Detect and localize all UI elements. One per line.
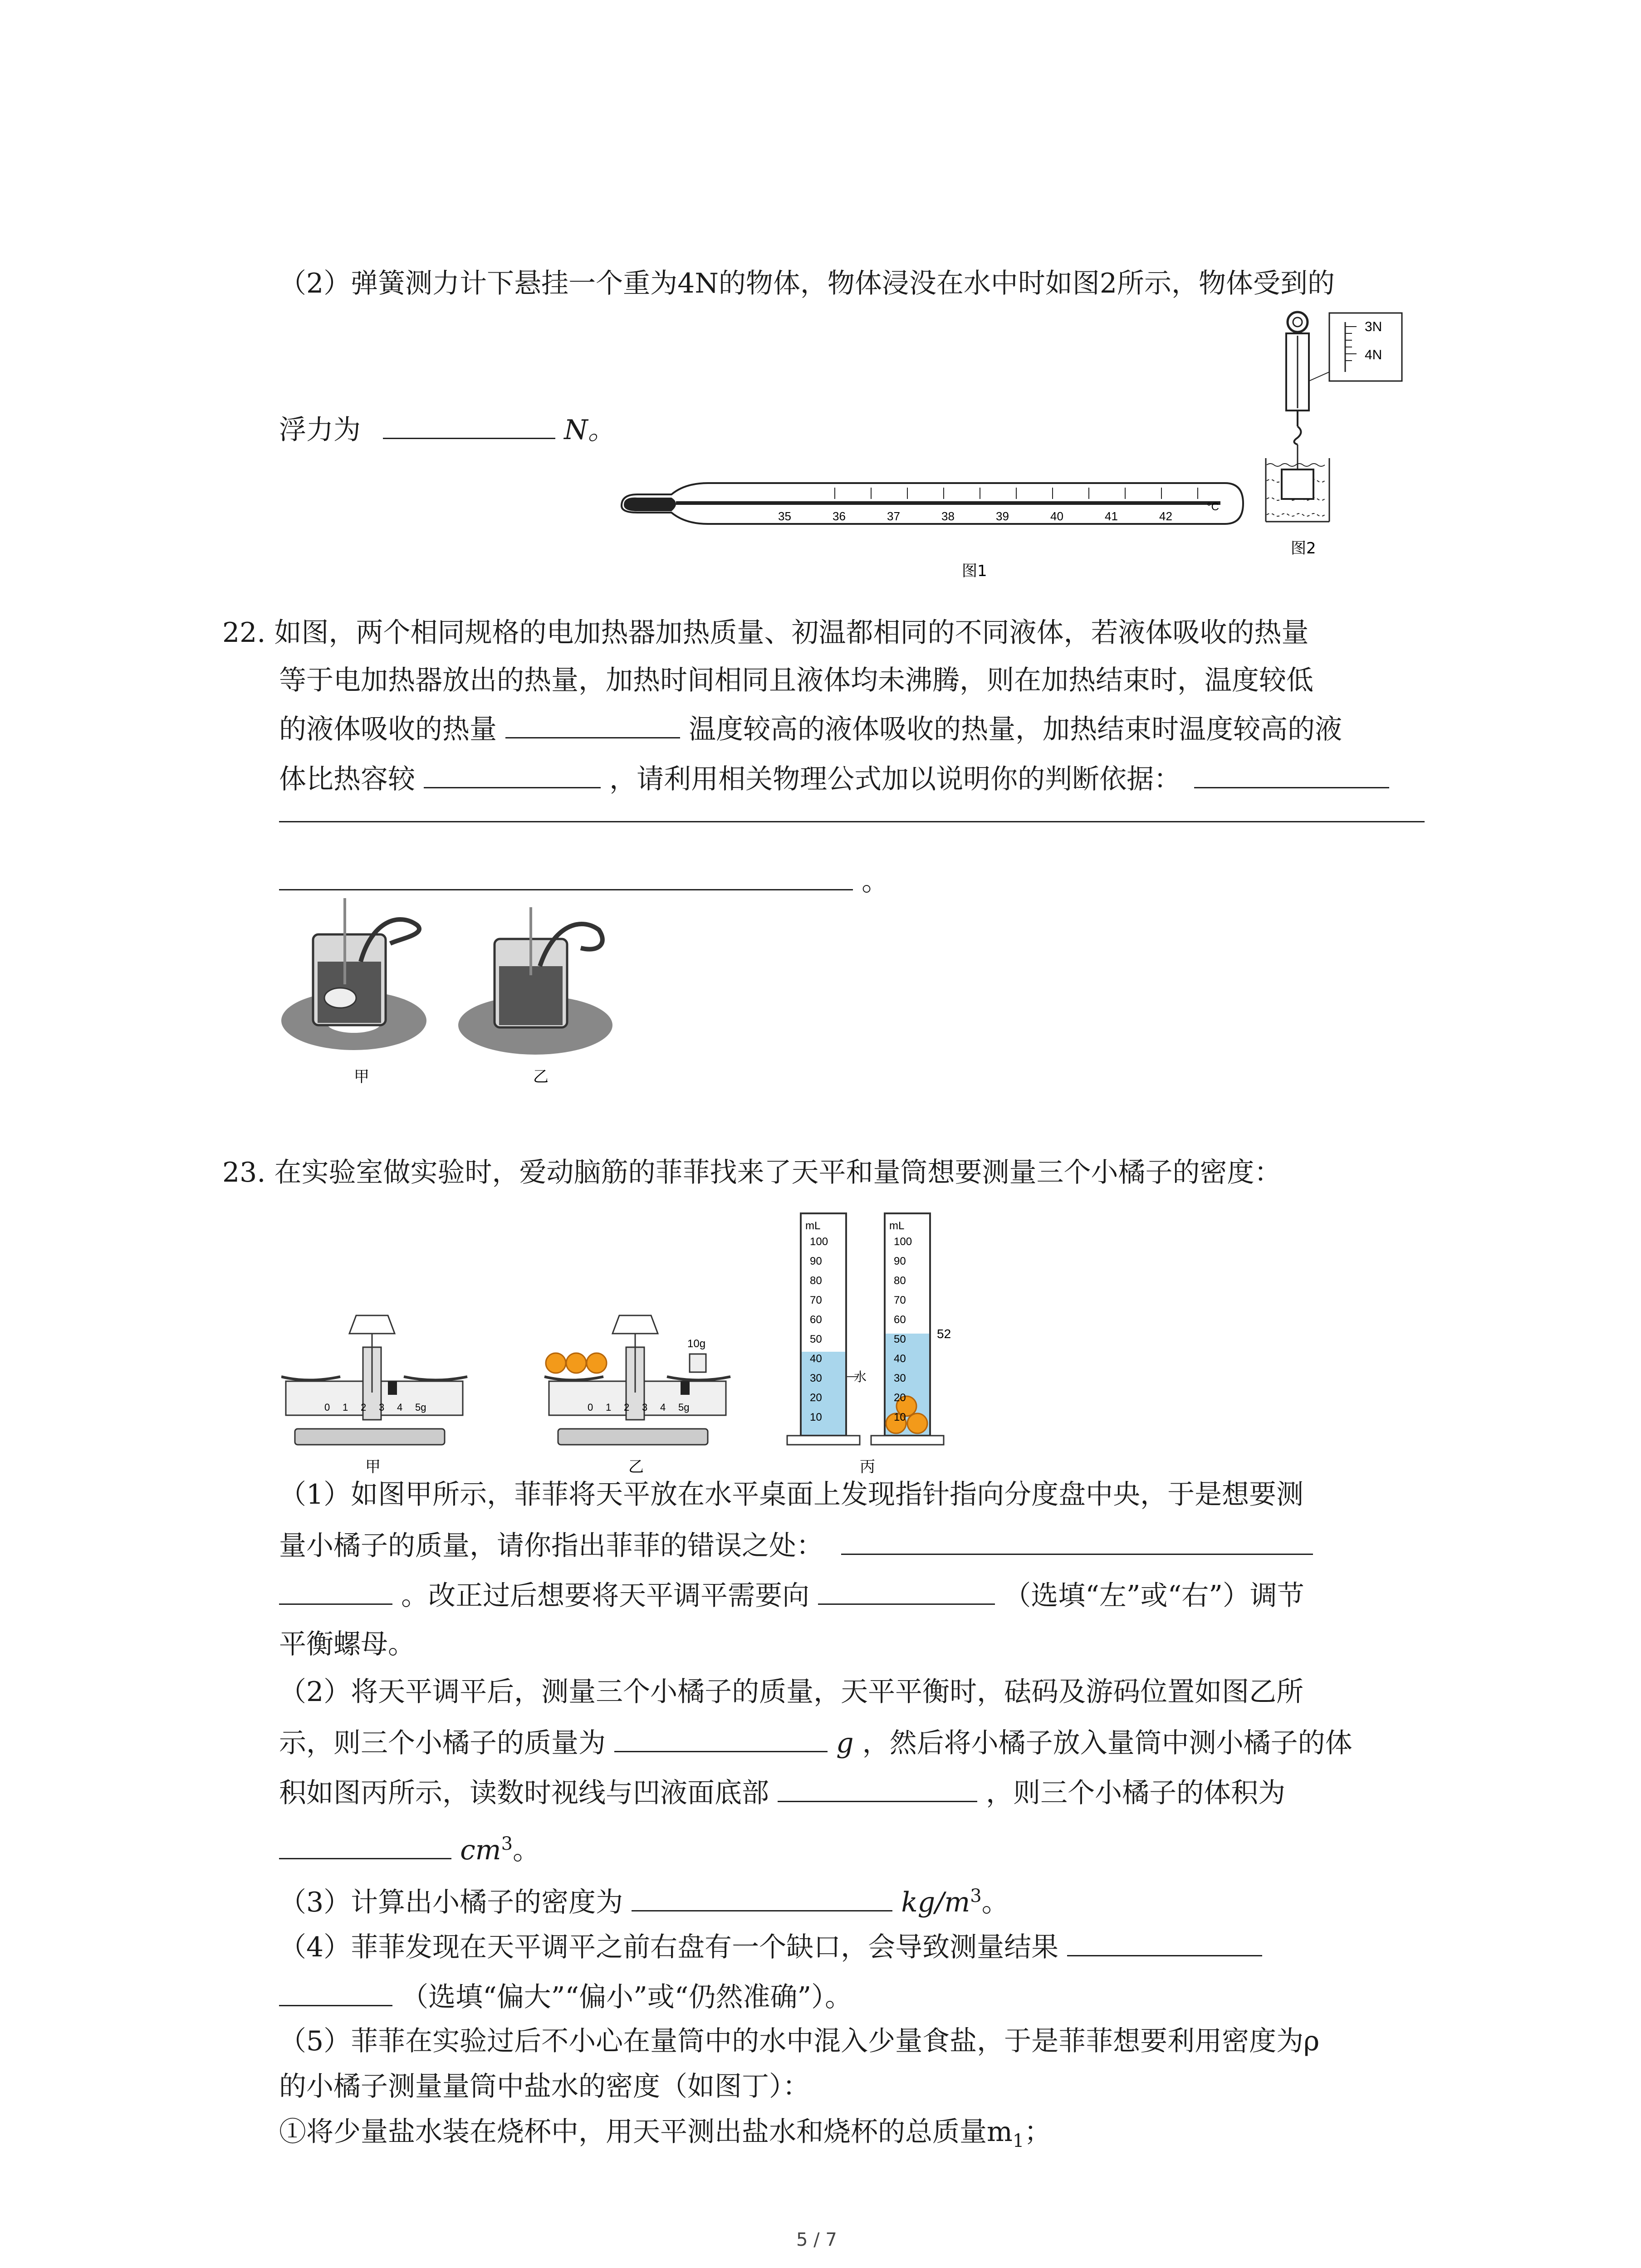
cyl2-20: 20 xyxy=(894,1392,906,1404)
q23-p4-line2 xyxy=(279,1978,852,2015)
beam-4-yi: 4 xyxy=(660,1402,666,1413)
q23-fig-label-bing: 丙 xyxy=(860,1458,875,1476)
fig1-caption: 图1 xyxy=(962,562,987,580)
thermo-tick-42: 42 xyxy=(1159,509,1172,523)
q22-reason-blank-2[interactable] xyxy=(279,821,1425,822)
q21-unit: N。 xyxy=(564,414,615,446)
cyl2-30: 30 xyxy=(894,1372,906,1384)
q23-p2-line1: （2）将天平调平后，测量三个小橘子的质量，天平平衡时，砝码及游码位置如图乙所 xyxy=(279,1676,1304,1708)
cyl1-100: 100 xyxy=(810,1236,828,1248)
q22-heat-compare-blank[interactable] xyxy=(505,710,680,738)
beam-1-jia: 1 xyxy=(343,1402,348,1413)
thermometer-ticks xyxy=(835,488,1198,499)
q22-line1: 22. 如图，两个相同规格的电加热器加热质量、初温都相同的不同液体，若液体吸收的热量 xyxy=(222,617,1309,649)
q23-p5-line1: （5）菲菲在实验过后不小心在量筒中的水中混入少量食盐，于是菲菲想要利用密度为ρ xyxy=(279,2025,1320,2057)
q23-p1-line4: 平衡螺母。 xyxy=(279,1628,415,1660)
cyl2-60: 60 xyxy=(894,1314,906,1326)
q23-p5-line3 xyxy=(279,2114,1051,2159)
cyl1-10: 10 xyxy=(810,1411,822,1423)
q23-mass-blank[interactable] xyxy=(614,1724,828,1752)
beam-3-yi: 3 xyxy=(642,1402,648,1413)
cylinder-oranges xyxy=(871,1213,944,1445)
beam-2-yi: 2 xyxy=(624,1402,630,1413)
q23-mass-unit: g xyxy=(836,1727,854,1759)
q22-specific-heat-blank[interactable] xyxy=(424,760,601,788)
q23-effect-blank-1[interactable] xyxy=(1067,1928,1262,1956)
q23-p5-line3-end: ； xyxy=(1024,2116,1052,2148)
q23-p2-line2-pre: 示，则三个小橘子的质量为 xyxy=(279,1727,606,1759)
cyl2-unit: mL xyxy=(889,1220,905,1232)
cyl1-90: 90 xyxy=(810,1255,822,1267)
q22-line6-end: 。 xyxy=(862,865,889,897)
q23-density-unit-sup: 3 xyxy=(970,1886,982,1906)
weight-10g xyxy=(690,1354,706,1372)
q23-p1-line3 xyxy=(279,1576,1304,1614)
cyl1-30: 30 xyxy=(810,1372,822,1384)
q23-volume-unit-sup: 3 xyxy=(501,1833,513,1854)
q23-p1-line2 xyxy=(279,1526,1313,1564)
thermo-unit: °C xyxy=(1207,501,1219,513)
q23-error-blank-2[interactable] xyxy=(279,1576,392,1605)
q23-p1-line2-text: 量小橘子的质量，请你指出菲菲的错误之处： xyxy=(279,1530,823,1562)
cyl1-60: 60 xyxy=(810,1314,822,1326)
balance-cylinder-figure xyxy=(281,1198,998,1479)
q23-p1-line3-mid: 。改正过后想要将天平调平需要向 xyxy=(401,1580,810,1612)
q22-fig-label-yi: 乙 xyxy=(533,1068,549,1086)
q23-volume-blank[interactable] xyxy=(279,1831,451,1859)
q23-p4-line2-text: （选填“偏大”“偏小”或“仍然准确”）。 xyxy=(401,1981,852,2013)
q23-intro: 23. 在实验室做实验时，爱动脑筋的菲菲找来了天平和量筒想要测量三个小橘子的密度： xyxy=(222,1157,1282,1188)
orange-2 xyxy=(566,1353,586,1373)
cyl2-100: 100 xyxy=(894,1236,912,1248)
q23-p3-end: 。 xyxy=(981,1887,1009,1918)
q23-reading-blank[interactable] xyxy=(778,1774,977,1802)
cyl2-50: 50 xyxy=(894,1333,906,1345)
q22-reason-blank-1[interactable] xyxy=(1194,760,1389,788)
q23-p2-line3-pre: 积如图丙所示，读数时视线与凹液面底部 xyxy=(279,1777,769,1809)
q22-reason-blank-3[interactable] xyxy=(279,862,853,890)
q21-part2-line2-text: 浮力为 xyxy=(279,414,361,446)
q23-direction-blank[interactable] xyxy=(818,1576,995,1605)
beam-3-jia: 3 xyxy=(379,1402,385,1413)
q21-part2-line2 xyxy=(279,411,615,448)
cyl2-40: 40 xyxy=(894,1353,906,1365)
q23-effect-blank-2[interactable] xyxy=(279,1978,392,2006)
cyl2-70: 70 xyxy=(894,1294,906,1306)
balance-jia xyxy=(281,1315,467,1445)
q23-p4-line1 xyxy=(279,1928,1262,1965)
q23-density-unit: kg/m xyxy=(901,1887,970,1918)
q23-p5-line3-sub: 1 xyxy=(1012,2131,1024,2151)
q22-line2: 等于电加热器放出的热量，加热时间相同且液体均未沸腾，则在加热结束时，温度较低 xyxy=(279,665,1313,696)
orange-1 xyxy=(546,1353,566,1373)
thermo-tick-40: 40 xyxy=(1050,509,1063,523)
q23-volume-unit: cm xyxy=(460,1834,501,1866)
q22-fig-label-jia: 甲 xyxy=(354,1068,369,1086)
cyl2-80: 80 xyxy=(894,1275,906,1287)
q23-p2-line3 xyxy=(279,1774,1285,1811)
thermo-tick-36: 36 xyxy=(833,509,846,523)
q23-p3-line xyxy=(279,1878,1009,1921)
beam-0-jia: 0 xyxy=(324,1402,330,1413)
balance-yi xyxy=(544,1315,730,1445)
cyl1-20: 20 xyxy=(810,1392,822,1404)
page-number: 5 / 7 xyxy=(796,2229,837,2250)
cyl1-40: 40 xyxy=(810,1353,822,1365)
cyl2-90: 90 xyxy=(894,1255,906,1267)
q22-line4-pre: 体比热容较 xyxy=(279,763,415,795)
beam-5g-yi: 5g xyxy=(678,1402,690,1413)
q23-p2-line3-post: ，则三个小橘子的体积为 xyxy=(986,1777,1286,1809)
q22-line3 xyxy=(279,710,1342,748)
q23-p4-text: （4）菲菲发现在天平调平之前右盘有一个缺口，会导致测量结果 xyxy=(279,1931,1059,1963)
cyl2-10: 10 xyxy=(894,1411,906,1423)
thermo-tick-39: 39 xyxy=(996,509,1009,523)
q22-line3-post: 温度较高的液体吸收的热量，加热结束时温度较高的液 xyxy=(689,714,1342,745)
q22-line4 xyxy=(279,760,1389,797)
beam-2-jia: 2 xyxy=(361,1402,367,1413)
water-label: 水 xyxy=(854,1369,867,1384)
heater-beakers-figure xyxy=(281,894,653,1089)
orange-3 xyxy=(587,1353,607,1373)
beam-4-jia: 4 xyxy=(397,1402,403,1413)
thermo-tick-35: 35 xyxy=(778,509,791,523)
thermo-tick-37: 37 xyxy=(887,509,900,523)
q21-buoyancy-answer-blank[interactable] xyxy=(383,411,555,439)
spring-tick-4n: 4N xyxy=(1365,347,1382,362)
fig2-caption: 图2 xyxy=(1291,539,1316,557)
beam-0-yi: 0 xyxy=(588,1402,593,1413)
cyl1-50: 50 xyxy=(810,1333,822,1345)
cyl1-unit: mL xyxy=(805,1220,821,1232)
q23-error-blank-1[interactable] xyxy=(841,1526,1313,1555)
q23-p2-line4 xyxy=(279,1826,540,1868)
cyl1-80: 80 xyxy=(810,1275,822,1287)
q23-p5-line3-text: ①将少量盐水装在烧杯中，用天平测出盐水和烧杯的总质量m xyxy=(279,2116,1013,2148)
q23-p2-line4-end: 。 xyxy=(513,1834,540,1866)
q23-fig-label-yi: 乙 xyxy=(628,1458,644,1476)
q23-p3-pre: （3）计算出小橘子的密度为 xyxy=(279,1887,623,1918)
q22-line3-pre: 的液体吸收的热量 xyxy=(279,714,497,745)
q23-p2-line2 xyxy=(279,1724,1352,1761)
thermo-tick-38: 38 xyxy=(941,509,955,523)
q23-fig-label-jia: 甲 xyxy=(365,1458,381,1476)
reading-52: 52 xyxy=(937,1327,951,1341)
spring-scale-figure xyxy=(1261,308,1425,562)
weight-label: 10g xyxy=(687,1338,706,1350)
q22-line4-post: ，请利用相关物理公式加以说明你的判断依据： xyxy=(609,763,1181,795)
q23-p2-line2-post: ，然后将小橘子放入量筒中测小橘子的体 xyxy=(862,1727,1352,1759)
thermometer-figure xyxy=(617,479,1252,583)
beam-1-yi: 1 xyxy=(606,1402,612,1413)
spring-tick-3n: 3N xyxy=(1365,319,1382,334)
cyl1-70: 70 xyxy=(810,1294,822,1306)
q23-density-blank[interactable] xyxy=(632,1883,892,1911)
q23-p5-line2: 的小橘子测量量筒中盐水的密度（如图丁）： xyxy=(279,2071,810,2102)
q23-p1-line3-end: （选填“左”或“右”）调节 xyxy=(1004,1580,1304,1612)
q23-p1-line1: （1）如图甲所示，菲菲将天平放在水平桌面上发现指针指向分度盘中央，于是想要测 xyxy=(279,1479,1304,1510)
cylinder-water xyxy=(787,1213,860,1445)
q21-part2-line1: （2）弹簧测力计下悬挂一个重为4N的物体，物体浸没在水中时如图2所示，物体受到的 xyxy=(279,268,1335,299)
thermo-tick-41: 41 xyxy=(1105,509,1118,523)
beam-5g-jia: 5g xyxy=(415,1402,426,1413)
